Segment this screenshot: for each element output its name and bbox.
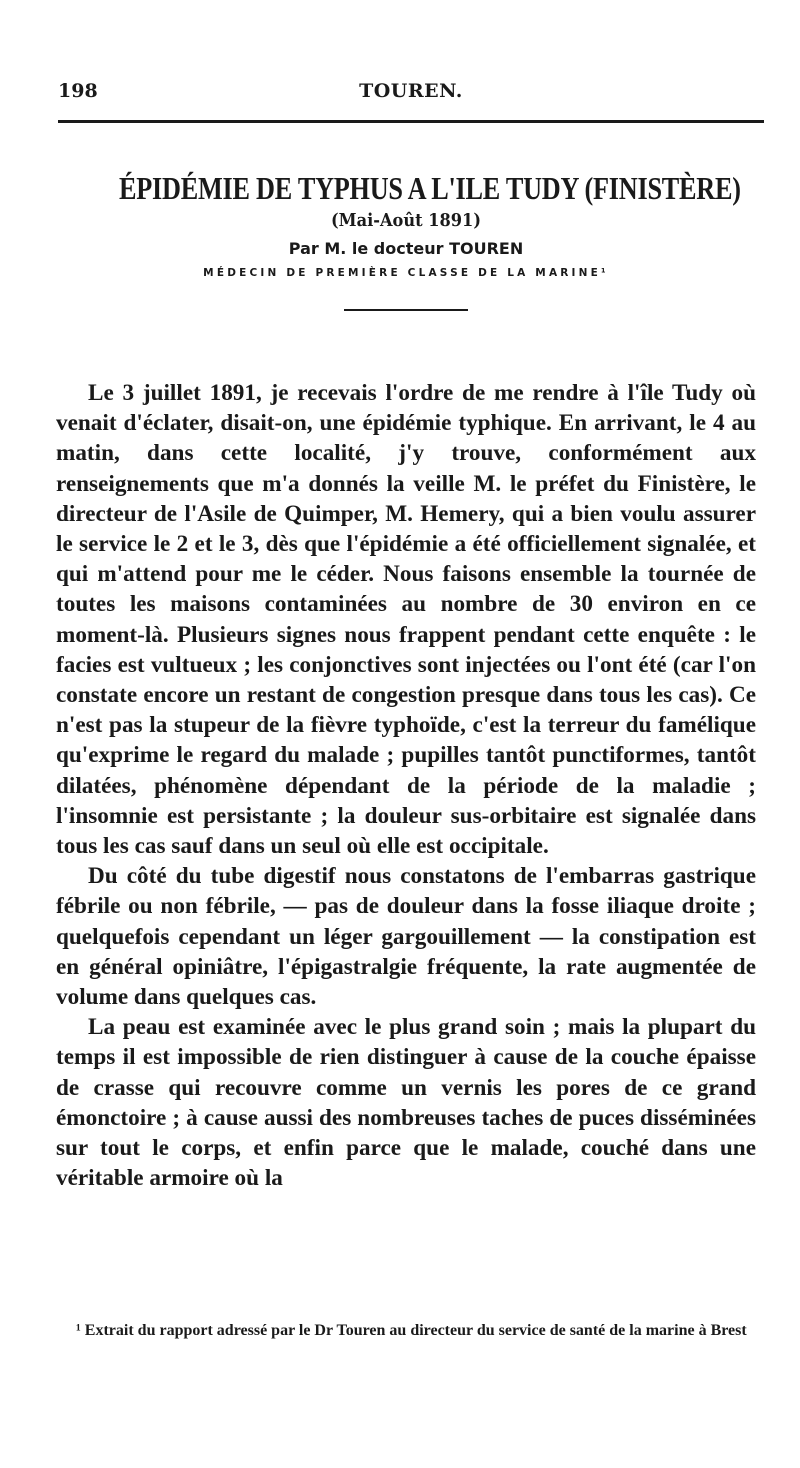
article-body (56, 378, 756, 1193)
author-affiliation: MÉDECIN DE PREMIÈRE CLASSE DE LA MARINE¹ (203, 267, 609, 279)
article-byline: Par M. le docteur TOUREN (288, 239, 524, 258)
article-title: ÉPIDÉMIE DE TYPHUS A L'ILE TUDY (FINISTÈRE) (119, 170, 741, 206)
header-rule (58, 120, 764, 123)
footnote: ¹ Extrait du rapport adressé par le Dr Touren au directeur du service de santé de la marine à Brest (76, 1322, 747, 1339)
page-number: 198 (58, 80, 98, 102)
article-heading (56, 168, 756, 311)
paragraph: Du côté du tube digestif nous constatons de l'embarras gastrique fébrile ou non fébrile, — pas de douleur dans la fosse iliaque droite ; quelquefois cependant un léger gargouillement — la constipation est en général opiniâtre, l'épigastralgie fréquente, la rate augmentée de volume dans quelques cas. (56, 863, 756, 1011)
running-head: TOUREN. (359, 80, 463, 102)
paragraph: La peau est examinée avec le plus grand soin ; mais la plupart du temps il est impossible de rien distinguer à cause de la couche épaisse de crasse qui recouvre comme un vernis les pores de ce grand émonctoire ; à cause aussi des nombreuses taches de puces disséminées sur tout le corps, et enfin parce que le malade, couché dans une véritable armoire où la (56, 1014, 756, 1192)
footnotes (56, 1320, 756, 1342)
article-dates: (Mai-Août 1891) (330, 210, 481, 231)
paragraph: Le 3 juillet 1891, je recevais l'ordre de me rendre à l'île Tudy où venait d'éclater, disait-on, une épidémie typhique. En arrivant, le 4 au matin, dans cette localité, j'y trouve, conformément aux renseignements que m'a donnés la veille M. le préfet du Finistère, le directeur de l'Asile de Quimper, M. Hemery, qui a bien voulu assurer le service le 2 et le 3, dès que l'épidémie a été officiellement signalée, et qui m'attend pour me le céder. Nous faisons ensemble la tournée de toutes les maisons contaminées au nombre de 30 environ en ce moment-là. Plusieurs signes nous frappent pendant cette enquête : le facies est vultueux ; les conjonctives sont injectées ou l'ont été (car l'on constate encore un restant de congestion presque dans tous les cas). Ce n'est pas la stupeur de la fièvre typhoïde, c'est la terreur du famélique qu'exprime le regard du malade ; pupilles tantôt punctiformes, tantôt dilatées, phénomène dépendant de la période de la maladie ; l'insomnie est persistante ; la douleur sus-orbitaire est signalée dans tous les cas sauf dans un seul où elle est occipitale. (56, 380, 756, 860)
page-header (58, 80, 764, 104)
title-rule (344, 309, 468, 311)
